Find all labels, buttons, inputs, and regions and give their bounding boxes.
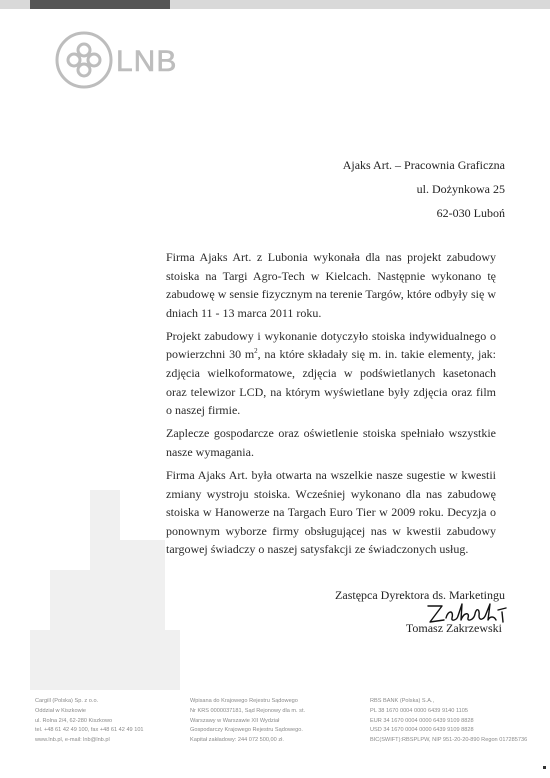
top-header-strip — [30, 0, 170, 9]
footer-line: EUR 34 1670 0004 0000 6439 9109 8828 — [370, 717, 474, 724]
footer-line: Cargill (Polska) Sp. z o.o. — [35, 698, 99, 704]
corner-mark — [543, 766, 546, 769]
footer-line: Warszawy w Warszawie XII Wydział — [190, 717, 280, 724]
footer-line: Kapitał zakładowy: 244 072 500,00 zł. — [190, 737, 284, 744]
footer-line: Oddział w Kiszkowie — [35, 707, 86, 714]
footer-company-info — [35, 697, 175, 746]
building-watermark — [30, 480, 180, 690]
letter-paragraph-2-part-2: , na które składały się m. in. takie elementy, jak: zdjęcia wielkoformatowe, zdjęcia w podświetlanych kasetonach oraz telewizor LCD, na którym wyświetlane były zdjęcia oraz film o naszej firmie. — [166, 347, 496, 418]
addressee-city: 62-030 Luboń — [436, 206, 505, 220]
footer-line: www.lnb.pl, e-mail: lnb@lnb.pl — [35, 737, 110, 744]
footer-line: Gospodarczy Krajowego Rejestru Sądowego. — [190, 727, 303, 734]
addressee-street: ul. Dożynkowa 25 — [416, 182, 505, 196]
lnb-logo-icon — [52, 28, 202, 92]
letter-paragraph-4: Firma Ajaks Art. była otwarta na wszelkie nasze sugestie w kwestii zmiany wystroju stoiska. Wcześniej wykonano dla nas zabudowę stoiska w Hanowerze na Targach Euro Tier w 2009 roku. Decyzja o ponownym wyborze firmy obsługującej nas w kwestii zabudowy targowej świadczy o naszej satysfakcji ze świadczonych usług. — [166, 468, 496, 557]
footer-line: tel. +48 61 42 49 100, fax +48 61 42 49 101 — [35, 727, 144, 734]
letter-paragraph-2 — [166, 327, 496, 420]
signer-title: Zastępca Dyrektora ds. Marketingu — [335, 588, 505, 602]
logo-text: LNB — [116, 45, 178, 78]
addressee-block — [265, 153, 505, 225]
footer-bank-info — [370, 697, 545, 746]
footer-line: Wpisana do Krajowego Rejestru Sądowego — [190, 698, 298, 704]
square-meter-superscript: 2 — [254, 347, 258, 356]
signer-name: Tomasz Zakrzewski — [405, 621, 502, 635]
lnb-logo — [52, 28, 202, 92]
footer — [0, 697, 550, 757]
addressee-company: Ajaks Art. – Pracownia Graficzna — [342, 158, 505, 172]
letter-body — [166, 248, 496, 564]
footer-line: BIC(SWIFT):RBSPLPW, NIP 951-20-20-890 Regon 017285736 — [370, 737, 528, 744]
letter-paragraph-3: Zaplecze gospodarcze oraz oświetlenie stoiska spełniało wszystkie nasze wymagania. — [166, 426, 496, 459]
footer-line: RBS BANK (Polska) S.A., — [370, 698, 435, 704]
footer-line: PL 38 1670 0004 0000 6439 9140 1105 — [370, 707, 468, 714]
footer-registry-info — [190, 697, 340, 746]
footer-line: USD 34 1670 0004 0000 6439 9109 8828 — [370, 727, 474, 734]
top-header-bar — [0, 0, 550, 9]
footer-line: ul. Rolna 2/4, 62-280 Kiszkowo — [35, 717, 113, 724]
letter-paragraph-2-part-1: Projekt zabudowy i wykonanie dotyczyło stoiska indywidualnego o powierzchni 30 m — [166, 328, 496, 362]
footer-line: Nr KRS 0000037181, Sąd Rejonowy dla m. st. — [190, 707, 306, 714]
letter-paragraph-1: Firma Ajaks Art. z Lubonia wykonała dla nas projekt zabudowy stoiska na Targi Agro-Tech w Kielcach. Następnie wykonano tę zabudowę w sensie fizycznym na terenie Targów, które odbyły się w dniach 11 - 13 marca 2011 roku. — [166, 250, 496, 320]
